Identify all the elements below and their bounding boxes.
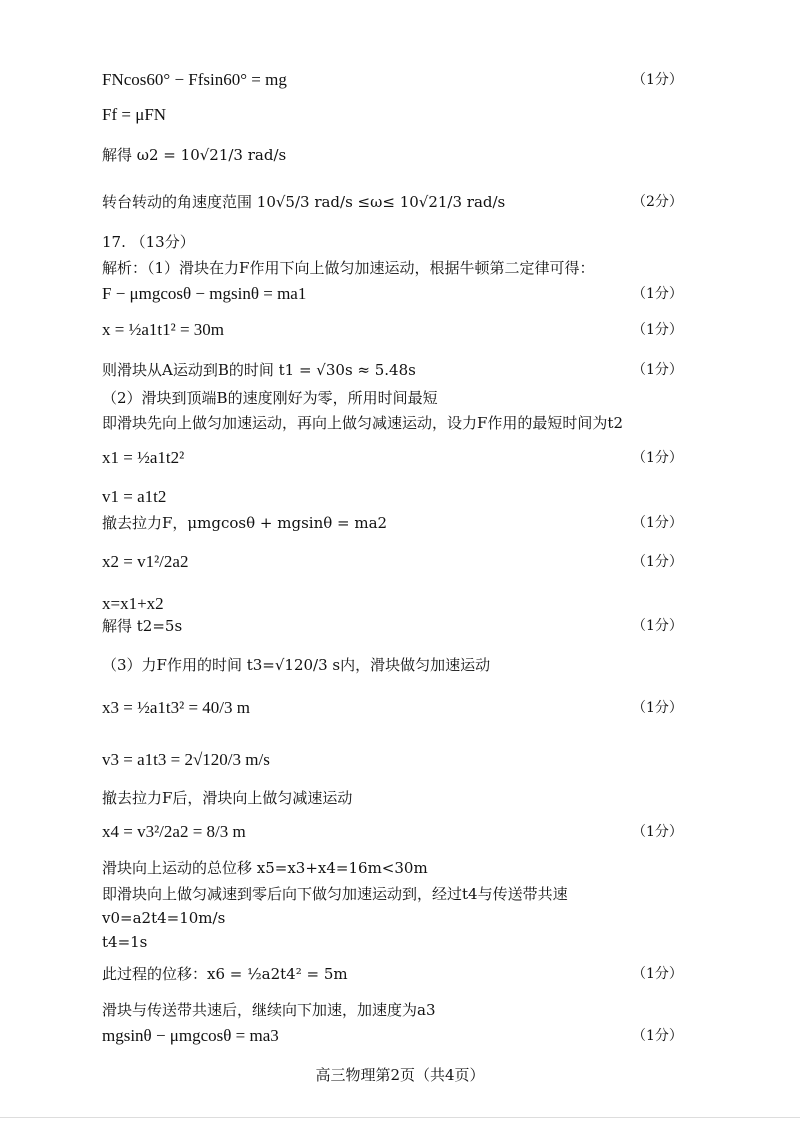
text-line [102,192,760,212]
equation-text: 则滑块从A运动到B的时间 t1 = √30s ≈ 5.48s [102,361,416,379]
score-label: （1分） [632,1028,683,1044]
page-bottom-divider [0,1117,800,1118]
analysis-text: 解析：（1）滑块在力F作用下向上做匀加速运动，根据牛顿第二定律可得： [102,259,595,277]
equation-line [102,70,760,90]
equation-text: 解得 ω2 = 10√21/3 rad/s [102,146,287,164]
equation-line [102,750,760,770]
text-line [102,388,760,408]
text-line [102,513,760,533]
analysis-text: 撤去拉力F后，滑块向上做匀减速运动 [102,789,353,807]
analysis-text: 滑块与传送带共速后，继续向下加速，加速度为a3 [102,1001,436,1019]
question-number: 17. （13分） [102,233,195,251]
equation-text: 转台转动的角速度范围 10√5/3 rad/s ≤ω≤ 10√21/3 rad/s [102,193,506,211]
equation-text: x = ½a1t1² = 30m [102,320,225,339]
text-line [102,788,760,808]
score-label: （1分） [632,72,683,88]
score-label: （1分） [632,515,683,531]
equation-text: x3 = ½a1t3² = 40/3 m [102,698,250,717]
equation-text: x=x1+x2 [102,594,164,613]
score-label: （1分） [632,700,683,716]
score-label: （1分） [632,322,683,338]
equation-text: Ff = μFN [102,105,167,124]
analysis-text: 滑块向上运动的总位移 x5=x3+x4=16m<30m [102,859,428,877]
equation-text: F − μmgcosθ − mgsinθ = ma1 [102,284,307,303]
text-line [102,964,760,984]
equation-line [102,284,760,304]
equation-line [102,320,760,340]
text-line [102,884,760,904]
equation-text: x4 = v3²/2a2 = 8/3 m [102,822,246,841]
equation-line [102,448,760,468]
score-label: （2分） [632,194,683,210]
equation-text: t4=1s [102,933,148,951]
score-label: （1分） [632,286,683,302]
equation-line [102,552,760,572]
text-line [102,932,760,952]
equation-line [102,698,760,718]
equation-text: x1 = ½a1t2² [102,448,185,467]
analysis-text: （2）滑块到顶端B的速度刚好为零，所用时间最短 [102,389,438,407]
text-line [102,655,760,675]
equation-text: v0=a2t4=10m/s [102,909,226,927]
equation-text: v1 = a1t2 [102,487,167,506]
page-footer: 高三物理第2页（共4页） [315,1066,485,1084]
score-label: （1分） [632,824,683,840]
score-label: （1分） [632,362,683,378]
equation-line [102,822,760,842]
equation-text: x2 = v1²/2a2 [102,552,189,571]
equation-text: 解得 t2=5s [102,617,183,635]
score-label: （1分） [632,618,683,634]
equation-text: FNcos60° − Ffsin60° = mg [102,70,287,89]
text-line [102,1000,760,1020]
text-line [102,145,760,165]
equation-line [102,105,760,125]
equation-line [102,1026,760,1046]
text-line [102,616,760,636]
equation-text: 撤去拉力F，μmgcosθ + mgsinθ = ma2 [102,514,388,532]
text-line [102,858,760,878]
equation-text: v3 = a1t3 = 2√120/3 m/s [102,750,270,769]
score-label: （1分） [632,554,683,570]
equation-line [102,487,760,507]
analysis-text: 即滑块向上做匀减速到零后向下做匀加速运动到，经过t4与传送带共速 [102,885,568,903]
text-line [102,360,760,380]
analysis-text: （3）力F作用的时间 t3=√120/3 s内，滑块做匀加速运动 [102,656,491,674]
text-line [102,258,760,278]
question-heading [102,232,760,252]
equation-line [102,594,760,614]
equation-text: mgsinθ − μmgcosθ = ma3 [102,1026,279,1045]
analysis-text: 即滑块先向上做匀加速运动，再向上做匀减速运动，设力F作用的最短时间为t2 [102,414,623,432]
text-line [102,413,760,433]
text-line [102,908,760,928]
equation-text: 此过程的位移：x6 = ½a2t4² = 5m [102,965,348,983]
score-label: （1分） [632,966,683,982]
score-label: （1分） [632,450,683,466]
